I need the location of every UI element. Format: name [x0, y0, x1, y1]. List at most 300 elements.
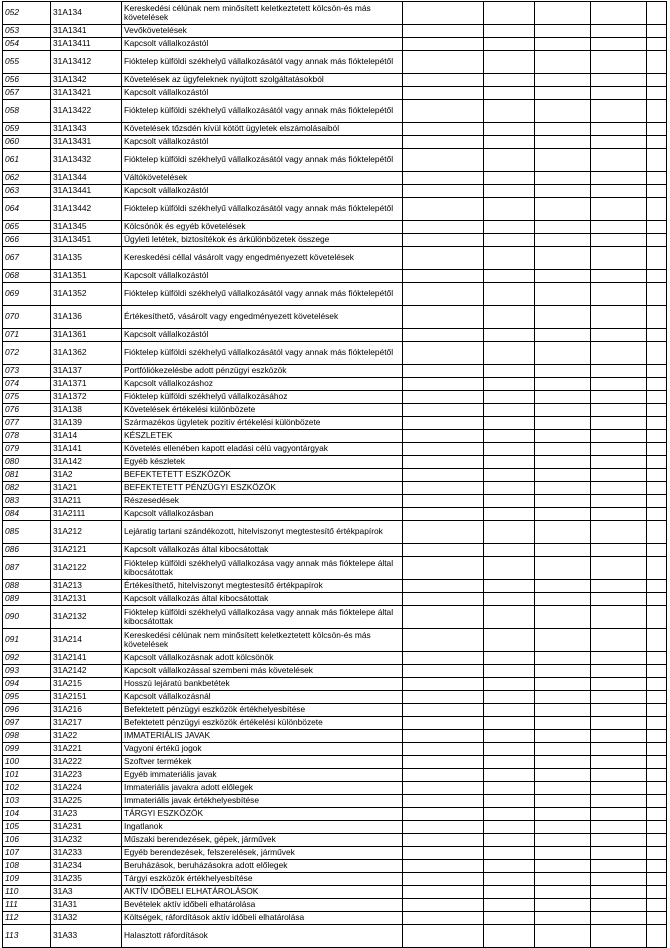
account-description-cell: Kereskedési céllal vásárolt vagy engedményezett követelések [122, 247, 403, 270]
value-cell-5 [647, 51, 667, 74]
value-cell-5 [647, 593, 667, 606]
value-cell-4 [591, 860, 647, 873]
value-cell-5 [647, 74, 667, 87]
value-cell-3 [535, 860, 591, 873]
account-description-cell: Értékesíthető, vásárolt vagy engedményezett követelések [122, 306, 403, 329]
row-number-cell: 063 [3, 185, 51, 198]
value-cell-2 [484, 521, 535, 544]
value-cell-2 [484, 580, 535, 593]
value-cell-1 [403, 886, 484, 899]
account-code-cell: 31A13442 [51, 198, 122, 221]
value-cell-3 [535, 847, 591, 860]
account-code-cell: 31A13421 [51, 87, 122, 100]
value-cell-5 [647, 580, 667, 593]
value-cell-5 [647, 136, 667, 149]
value-cell-2 [484, 873, 535, 886]
value-cell-5 [647, 221, 667, 234]
value-cell-3 [535, 580, 591, 593]
value-cell-5 [647, 342, 667, 365]
value-cell-1 [403, 185, 484, 198]
account-description-cell: Ügyleti letétek, biztosítékok és árkülönbözetek összege [122, 234, 403, 247]
row-number-cell: 103 [3, 795, 51, 808]
value-cell-2 [484, 136, 535, 149]
value-cell-4 [591, 443, 647, 456]
account-description-cell: Kölcsönök és egyéb követelések [122, 221, 403, 234]
value-cell-1 [403, 873, 484, 886]
value-cell-5 [647, 329, 667, 342]
value-cell-1 [403, 306, 484, 329]
row-number-cell: 058 [3, 100, 51, 123]
value-cell-2 [484, 808, 535, 821]
row-number-cell: 102 [3, 782, 51, 795]
account-description-cell: Fióktelep külföldi székhelyű vállalkozása vagy annak más fióktelepe által kibocsátottak [122, 606, 403, 629]
table-row [3, 580, 667, 593]
account-code-cell: 31A13451 [51, 234, 122, 247]
account-code-cell: 31A13431 [51, 136, 122, 149]
value-cell-4 [591, 378, 647, 391]
account-description-cell: Részesedések [122, 495, 403, 508]
table-row [3, 404, 667, 417]
account-description-cell: Kapcsolt vállalkozáshoz [122, 378, 403, 391]
value-cell-5 [647, 521, 667, 544]
value-cell-4 [591, 899, 647, 912]
value-cell-3 [535, 606, 591, 629]
value-cell-4 [591, 873, 647, 886]
value-cell-2 [484, 365, 535, 378]
account-code-cell: 31A2141 [51, 652, 122, 665]
account-description-cell: Fióktelep külföldi székhelyű vállalkozásától vagy annak más fióktelepétől [122, 100, 403, 123]
row-number-cell: 061 [3, 149, 51, 172]
account-description-cell: Szoftver termékek [122, 756, 403, 769]
table-row [3, 769, 667, 782]
value-cell-4 [591, 234, 647, 247]
value-cell-5 [647, 665, 667, 678]
table-row [3, 198, 667, 221]
row-number-cell: 110 [3, 886, 51, 899]
row-number-cell: 066 [3, 234, 51, 247]
row-number-cell: 055 [3, 51, 51, 74]
row-number-cell: 086 [3, 544, 51, 557]
row-number-cell: 087 [3, 557, 51, 580]
value-cell-4 [591, 665, 647, 678]
value-cell-2 [484, 270, 535, 283]
value-cell-2 [484, 730, 535, 743]
value-cell-1 [403, 283, 484, 306]
value-cell-1 [403, 38, 484, 51]
value-cell-3 [535, 100, 591, 123]
account-description-cell: Kereskedési célúnak nem minősített keletkeztetett kölcsön-és más követelések [122, 2, 403, 25]
value-cell-3 [535, 443, 591, 456]
value-cell-5 [647, 743, 667, 756]
value-cell-4 [591, 391, 647, 404]
account-code-cell: 31A215 [51, 678, 122, 691]
account-description-cell: Fióktelep külföldi székhelyű vállalkozásától vagy annak más fióktelepétől [122, 283, 403, 306]
value-cell-1 [403, 912, 484, 925]
value-cell-5 [647, 704, 667, 717]
account-description-cell: Vagyoni értékű jogok [122, 743, 403, 756]
value-cell-2 [484, 678, 535, 691]
row-number-cell: 080 [3, 456, 51, 469]
value-cell-2 [484, 404, 535, 417]
account-description-cell: Követelések értékelési különbözete [122, 404, 403, 417]
value-cell-1 [403, 87, 484, 100]
account-description-cell: Kapcsolt vállalkozástól [122, 38, 403, 51]
row-number-cell: 062 [3, 172, 51, 185]
value-cell-1 [403, 74, 484, 87]
value-cell-4 [591, 100, 647, 123]
value-cell-3 [535, 743, 591, 756]
account-description-cell: Hosszú lejáratú bankbetétek [122, 678, 403, 691]
table-row [3, 495, 667, 508]
value-cell-1 [403, 417, 484, 430]
account-description-cell: Értékesíthető, hitelviszonyt megtestesítő értékpapírok [122, 580, 403, 593]
account-description-cell: Követelés ellenében kapott eladási célú vagyontárgyak [122, 443, 403, 456]
account-code-cell: 31A223 [51, 769, 122, 782]
value-cell-1 [403, 795, 484, 808]
value-cell-1 [403, 234, 484, 247]
table-row [3, 652, 667, 665]
value-cell-2 [484, 769, 535, 782]
value-cell-3 [535, 756, 591, 769]
value-cell-5 [647, 38, 667, 51]
table-row [3, 756, 667, 769]
value-cell-5 [647, 821, 667, 834]
value-cell-4 [591, 847, 647, 860]
value-cell-4 [591, 704, 647, 717]
account-description-cell: Fióktelep külföldi székhelyű vállalkozásához [122, 391, 403, 404]
account-description-cell: BEFEKTETETT ESZKÖZÖK [122, 469, 403, 482]
value-cell-2 [484, 469, 535, 482]
value-cell-1 [403, 430, 484, 443]
value-cell-1 [403, 769, 484, 782]
account-code-cell: 31A1351 [51, 270, 122, 283]
row-number-cell: 076 [3, 404, 51, 417]
value-cell-1 [403, 704, 484, 717]
value-cell-2 [484, 342, 535, 365]
value-cell-2 [484, 606, 535, 629]
account-description-cell: Kapcsolt vállalkozással szembeni más követelések [122, 665, 403, 678]
table-row [3, 847, 667, 860]
value-cell-1 [403, 172, 484, 185]
value-cell-3 [535, 306, 591, 329]
account-code-cell: 31A2132 [51, 606, 122, 629]
table-row [3, 417, 667, 430]
value-cell-4 [591, 508, 647, 521]
value-cell-5 [647, 25, 667, 38]
value-cell-5 [647, 795, 667, 808]
account-code-cell: 31A13411 [51, 38, 122, 51]
row-number-cell: 057 [3, 87, 51, 100]
value-cell-4 [591, 329, 647, 342]
account-code-cell: 31A212 [51, 521, 122, 544]
table-row [3, 860, 667, 873]
table-row [3, 136, 667, 149]
value-cell-1 [403, 580, 484, 593]
value-cell-3 [535, 185, 591, 198]
account-description-cell: Követelések tőzsdén kívül kötött ügyletek elszámolásaiból [122, 123, 403, 136]
value-cell-3 [535, 808, 591, 821]
table-row [3, 782, 667, 795]
value-cell-3 [535, 482, 591, 495]
value-cell-4 [591, 769, 647, 782]
value-cell-4 [591, 652, 647, 665]
value-cell-3 [535, 678, 591, 691]
account-description-cell: Immateriális javak értékhelyesbítése [122, 795, 403, 808]
value-cell-4 [591, 404, 647, 417]
row-number-cell: 056 [3, 74, 51, 87]
value-cell-4 [591, 743, 647, 756]
value-cell-1 [403, 136, 484, 149]
value-cell-1 [403, 149, 484, 172]
value-cell-1 [403, 270, 484, 283]
account-code-cell: 31A221 [51, 743, 122, 756]
value-cell-2 [484, 508, 535, 521]
row-number-cell: 067 [3, 247, 51, 270]
account-code-cell: 31A13422 [51, 100, 122, 123]
value-cell-2 [484, 821, 535, 834]
value-cell-4 [591, 469, 647, 482]
value-cell-3 [535, 198, 591, 221]
account-code-cell: 31A234 [51, 860, 122, 873]
table-row [3, 743, 667, 756]
value-cell-3 [535, 521, 591, 544]
value-cell-2 [484, 557, 535, 580]
value-cell-2 [484, 38, 535, 51]
row-number-cell: 112 [3, 912, 51, 925]
value-cell-5 [647, 365, 667, 378]
value-cell-5 [647, 606, 667, 629]
value-cell-4 [591, 51, 647, 74]
account-code-cell: 31A211 [51, 495, 122, 508]
value-cell-1 [403, 557, 484, 580]
value-cell-5 [647, 234, 667, 247]
value-cell-4 [591, 756, 647, 769]
value-cell-1 [403, 391, 484, 404]
value-cell-1 [403, 495, 484, 508]
value-cell-5 [647, 782, 667, 795]
value-cell-2 [484, 456, 535, 469]
table-row [3, 172, 667, 185]
row-number-cell: 107 [3, 847, 51, 860]
value-cell-1 [403, 756, 484, 769]
row-number-cell: 073 [3, 365, 51, 378]
value-cell-4 [591, 629, 647, 652]
table-row [3, 730, 667, 743]
value-cell-2 [484, 123, 535, 136]
value-cell-2 [484, 925, 535, 948]
value-cell-3 [535, 795, 591, 808]
value-cell-1 [403, 593, 484, 606]
account-code-cell: 31A2142 [51, 665, 122, 678]
value-cell-3 [535, 136, 591, 149]
value-cell-1 [403, 100, 484, 123]
value-cell-2 [484, 886, 535, 899]
value-cell-2 [484, 74, 535, 87]
value-cell-4 [591, 821, 647, 834]
row-number-cell: 082 [3, 482, 51, 495]
value-cell-1 [403, 821, 484, 834]
row-number-cell: 064 [3, 198, 51, 221]
value-cell-2 [484, 172, 535, 185]
value-cell-1 [403, 544, 484, 557]
value-cell-4 [591, 198, 647, 221]
value-cell-5 [647, 172, 667, 185]
value-cell-3 [535, 769, 591, 782]
value-cell-4 [591, 149, 647, 172]
value-cell-5 [647, 391, 667, 404]
account-description-cell: Fióktelep külföldi székhelyű vállalkozása vagy annak más fióktelepe által kibocsátottak [122, 557, 403, 580]
account-description-cell: Kapcsolt vállalkozástól [122, 136, 403, 149]
value-cell-1 [403, 899, 484, 912]
value-cell-1 [403, 198, 484, 221]
value-cell-5 [647, 149, 667, 172]
table-row [3, 557, 667, 580]
value-cell-4 [591, 221, 647, 234]
account-table-body [3, 2, 667, 948]
value-cell-1 [403, 456, 484, 469]
table-row [3, 873, 667, 886]
value-cell-3 [535, 782, 591, 795]
value-cell-2 [484, 834, 535, 847]
value-cell-2 [484, 443, 535, 456]
value-cell-3 [535, 456, 591, 469]
value-cell-5 [647, 691, 667, 704]
account-code-cell: 31A232 [51, 834, 122, 847]
value-cell-2 [484, 652, 535, 665]
value-cell-1 [403, 508, 484, 521]
account-code-cell: 31A1342 [51, 74, 122, 87]
row-number-cell: 090 [3, 606, 51, 629]
value-cell-3 [535, 2, 591, 25]
account-code-cell: 31A134 [51, 2, 122, 25]
row-number-cell: 106 [3, 834, 51, 847]
value-cell-2 [484, 100, 535, 123]
table-row [3, 821, 667, 834]
row-number-cell: 069 [3, 283, 51, 306]
row-number-cell: 068 [3, 270, 51, 283]
value-cell-3 [535, 404, 591, 417]
row-number-cell: 088 [3, 580, 51, 593]
account-code-cell: 31A2131 [51, 593, 122, 606]
account-code-cell: 31A2121 [51, 544, 122, 557]
account-code-cell: 31A214 [51, 629, 122, 652]
account-code-cell: 31A224 [51, 782, 122, 795]
value-cell-2 [484, 149, 535, 172]
account-code-cell: 31A1345 [51, 221, 122, 234]
value-cell-5 [647, 100, 667, 123]
account-code-cell: 31A138 [51, 404, 122, 417]
account-description-cell: Fióktelep külföldi székhelyű vállalkozásától vagy annak más fióktelepétől [122, 342, 403, 365]
value-cell-1 [403, 521, 484, 544]
account-code-cell: 31A137 [51, 365, 122, 378]
value-cell-4 [591, 247, 647, 270]
table-row [3, 629, 667, 652]
account-code-cell: 31A2111 [51, 508, 122, 521]
account-code-cell: 31A31 [51, 899, 122, 912]
row-number-cell: 053 [3, 25, 51, 38]
value-cell-3 [535, 544, 591, 557]
table-row [3, 808, 667, 821]
account-code-cell: 31A1362 [51, 342, 122, 365]
value-cell-3 [535, 247, 591, 270]
value-cell-5 [647, 886, 667, 899]
row-number-cell: 097 [3, 717, 51, 730]
value-cell-5 [647, 834, 667, 847]
value-cell-3 [535, 665, 591, 678]
value-cell-3 [535, 557, 591, 580]
value-cell-4 [591, 886, 647, 899]
value-cell-3 [535, 925, 591, 948]
value-cell-5 [647, 544, 667, 557]
value-cell-5 [647, 443, 667, 456]
row-number-cell: 060 [3, 136, 51, 149]
account-description-cell: Beruházások, beruházásokra adott előlegek [122, 860, 403, 873]
value-cell-3 [535, 886, 591, 899]
value-cell-1 [403, 247, 484, 270]
value-cell-1 [403, 860, 484, 873]
row-number-cell: 098 [3, 730, 51, 743]
value-cell-4 [591, 270, 647, 283]
value-cell-2 [484, 756, 535, 769]
value-cell-4 [591, 495, 647, 508]
value-cell-4 [591, 717, 647, 730]
account-code-cell: 31A235 [51, 873, 122, 886]
value-cell-2 [484, 25, 535, 38]
value-cell-2 [484, 847, 535, 860]
table-row [3, 678, 667, 691]
value-cell-2 [484, 378, 535, 391]
value-cell-4 [591, 283, 647, 306]
account-code-cell: 31A217 [51, 717, 122, 730]
account-code-cell: 31A1372 [51, 391, 122, 404]
value-cell-1 [403, 378, 484, 391]
account-description-cell: Egyéb berendezések, felszerelések, járművek [122, 847, 403, 860]
account-code-cell: 31A33 [51, 925, 122, 948]
value-cell-1 [403, 808, 484, 821]
value-cell-2 [484, 691, 535, 704]
value-cell-2 [484, 430, 535, 443]
account-description-cell: Származékos ügyletek pozitív értékelési különbözete [122, 417, 403, 430]
table-row [3, 51, 667, 74]
value-cell-3 [535, 821, 591, 834]
value-cell-2 [484, 198, 535, 221]
value-cell-5 [647, 469, 667, 482]
account-code-cell: 31A13441 [51, 185, 122, 198]
account-description-cell: Kapcsolt vállalkozás által kibocsátottak [122, 593, 403, 606]
table-row [3, 925, 667, 948]
account-code-cell: 31A231 [51, 821, 122, 834]
table-row [3, 886, 667, 899]
row-number-cell: 074 [3, 378, 51, 391]
account-table-container [2, 1, 666, 948]
row-number-cell: 079 [3, 443, 51, 456]
value-cell-2 [484, 544, 535, 557]
value-cell-4 [591, 172, 647, 185]
value-cell-3 [535, 417, 591, 430]
table-row [3, 38, 667, 51]
account-description-cell: Kapcsolt vállalkozás által kibocsátottak [122, 544, 403, 557]
row-number-cell: 093 [3, 665, 51, 678]
account-description-cell: Ingatlanok [122, 821, 403, 834]
account-description-cell: Műszaki berendezések, gépek, járművek [122, 834, 403, 847]
value-cell-5 [647, 899, 667, 912]
value-cell-3 [535, 123, 591, 136]
value-cell-5 [647, 2, 667, 25]
value-cell-1 [403, 329, 484, 342]
value-cell-2 [484, 185, 535, 198]
account-description-cell: BEFEKTETETT PÉNZÜGYI ESZKÖZÖK [122, 482, 403, 495]
account-description-cell: Fióktelep külföldi székhelyű vállalkozásától vagy annak más fióktelepétől [122, 198, 403, 221]
